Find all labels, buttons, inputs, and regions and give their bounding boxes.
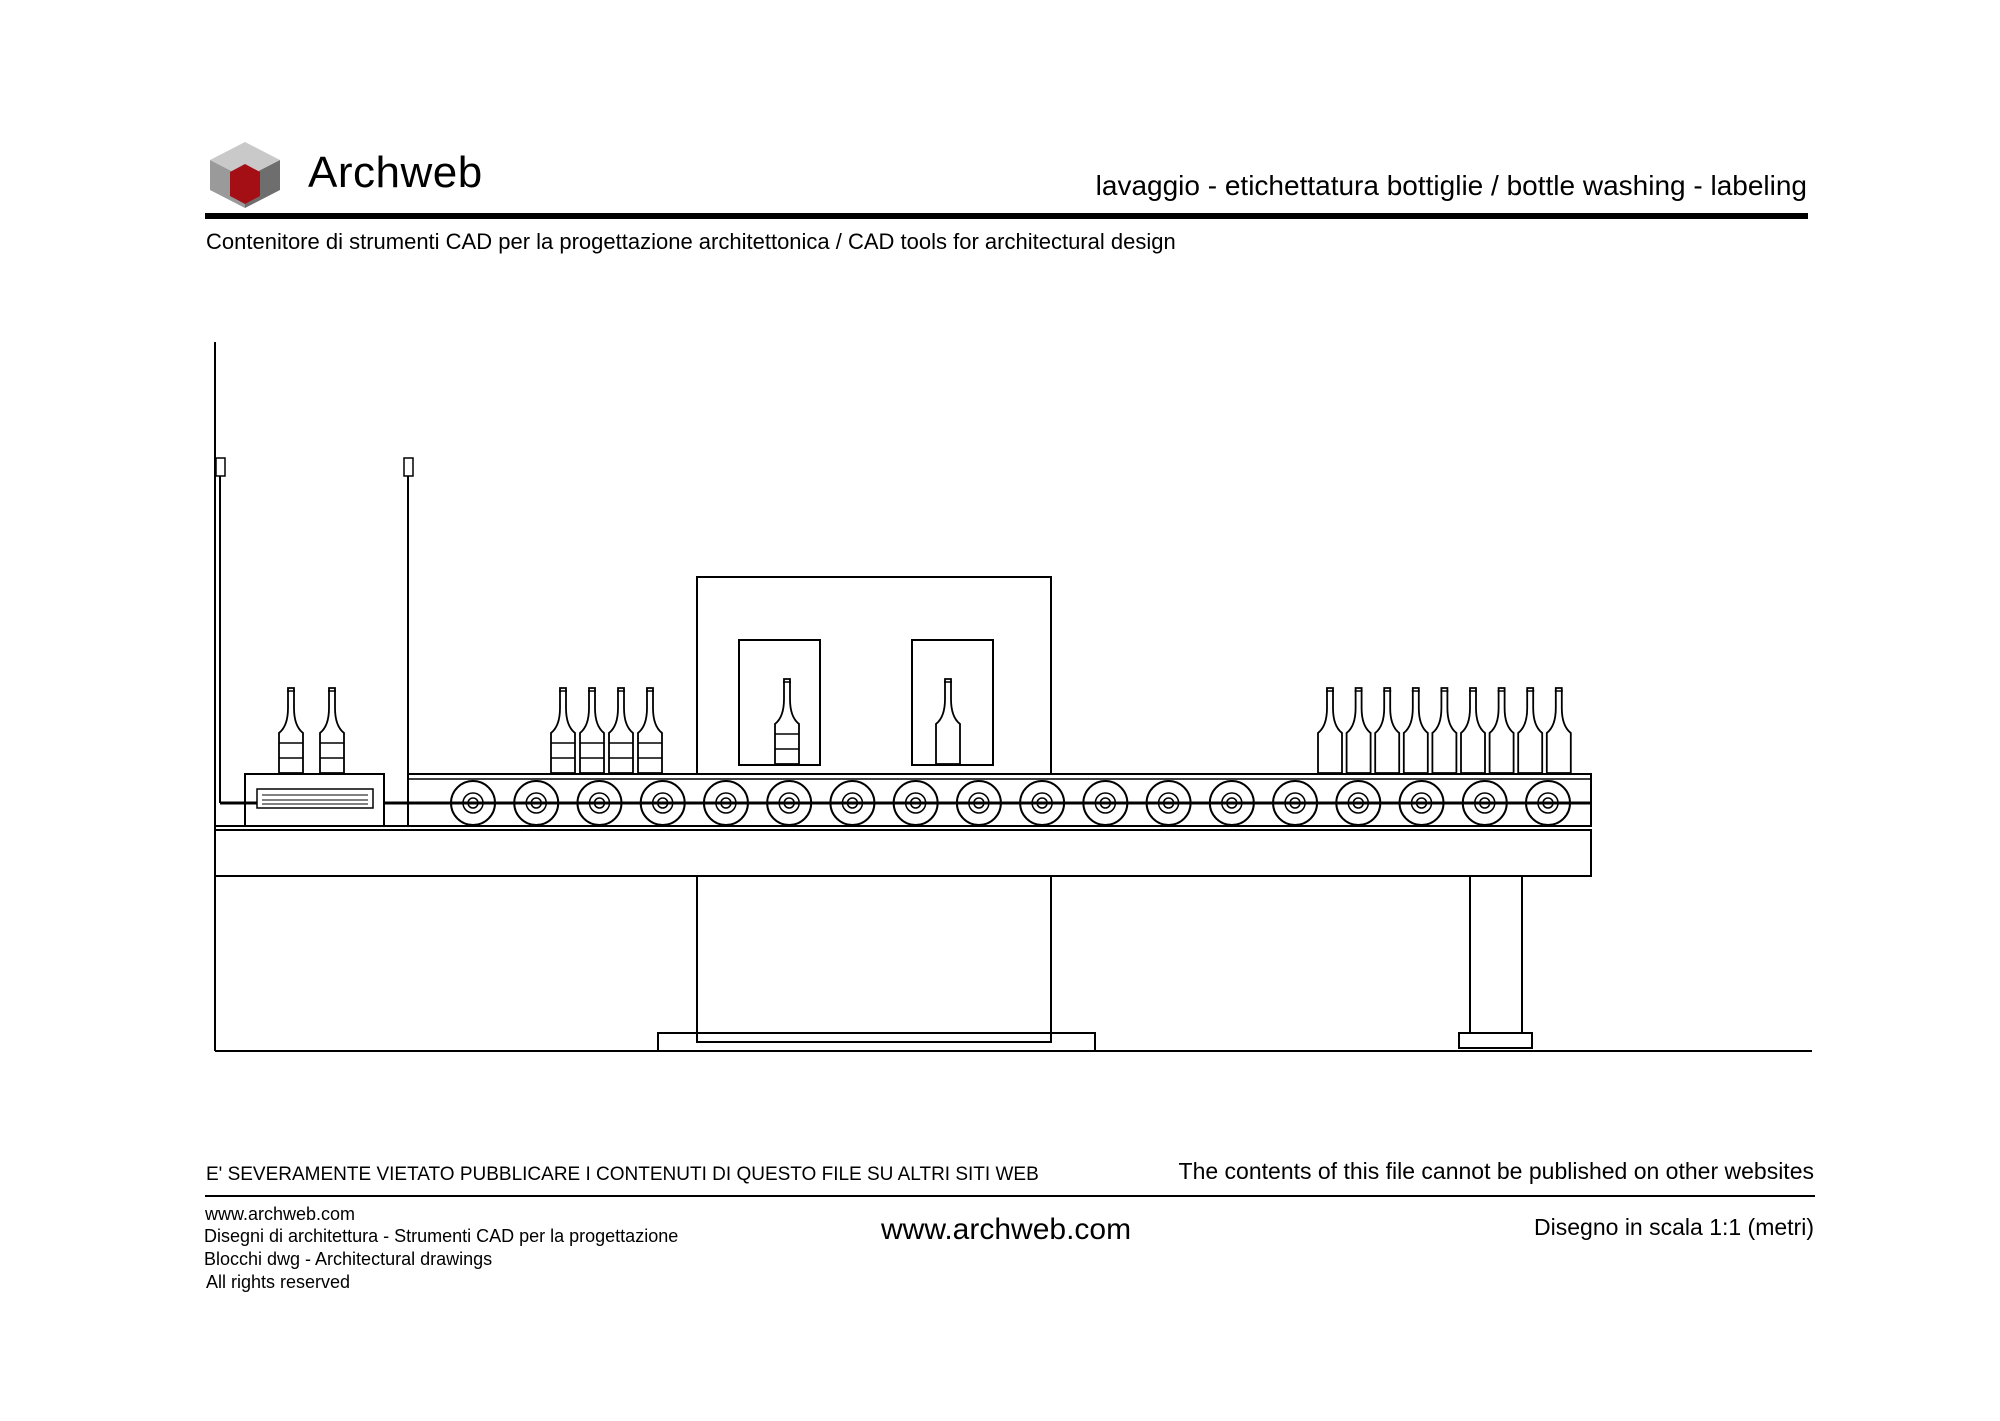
bottle	[1490, 688, 1514, 773]
footer-line-rights: All rights reserved	[206, 1272, 351, 1292]
footer-line-blocks: Blocchi dwg - Architectural drawings	[204, 1249, 493, 1269]
bottle	[1375, 688, 1399, 773]
suspension-rod-right	[404, 458, 413, 803]
scale-note: Disegno in scala 1:1 (metri)	[1534, 1214, 1814, 1240]
brand-name: Archweb	[308, 148, 483, 197]
footer-website-link[interactable]: www.archweb.com	[205, 1204, 356, 1224]
bottle	[1347, 688, 1371, 773]
bottle	[1432, 688, 1456, 773]
bottle	[1518, 688, 1542, 773]
header-subtitle: Contenitore di strumenti CAD per la progettazione architettonica / CAD tools for architectural design	[206, 229, 1176, 254]
bottle	[936, 679, 960, 764]
bottle	[1404, 688, 1428, 773]
bottle	[551, 688, 575, 773]
warning-english: The contents of this file cannot be published on other websites	[1178, 1158, 1814, 1184]
center-website-link[interactable]: www.archweb.com	[881, 1213, 1132, 1246]
bottle	[638, 688, 662, 773]
drawing-title: lavaggio - etichettatura bottiglie / bottle washing - labeling	[1095, 170, 1807, 201]
bottle	[609, 688, 633, 773]
right-leg	[1459, 876, 1532, 1048]
warning-italian: E' SEVERAMENTE VIETATO PUBBLICARE I CONTENUTI DI QUESTO FILE SU ALTRI SITI WEB	[206, 1164, 1039, 1185]
bottle	[580, 688, 604, 773]
footer-line-drawings: Disegni di architettura - Strumenti CAD per la progettazione	[204, 1226, 679, 1246]
machine-table	[215, 830, 1591, 876]
bottle	[775, 679, 799, 764]
labeling-window	[912, 640, 993, 765]
bottle	[1547, 688, 1571, 773]
washing-window	[739, 640, 820, 765]
bottle	[1318, 688, 1342, 773]
bottle	[1461, 688, 1485, 773]
central-pedestal	[658, 876, 1095, 1051]
bottles	[279, 679, 1571, 773]
washing-labeling-unit	[697, 577, 1051, 774]
footer-rule	[205, 1195, 1815, 1197]
bottle	[279, 688, 303, 773]
bottle	[320, 688, 344, 773]
loading-tray	[220, 774, 384, 826]
suspension-rod-left	[216, 458, 225, 803]
